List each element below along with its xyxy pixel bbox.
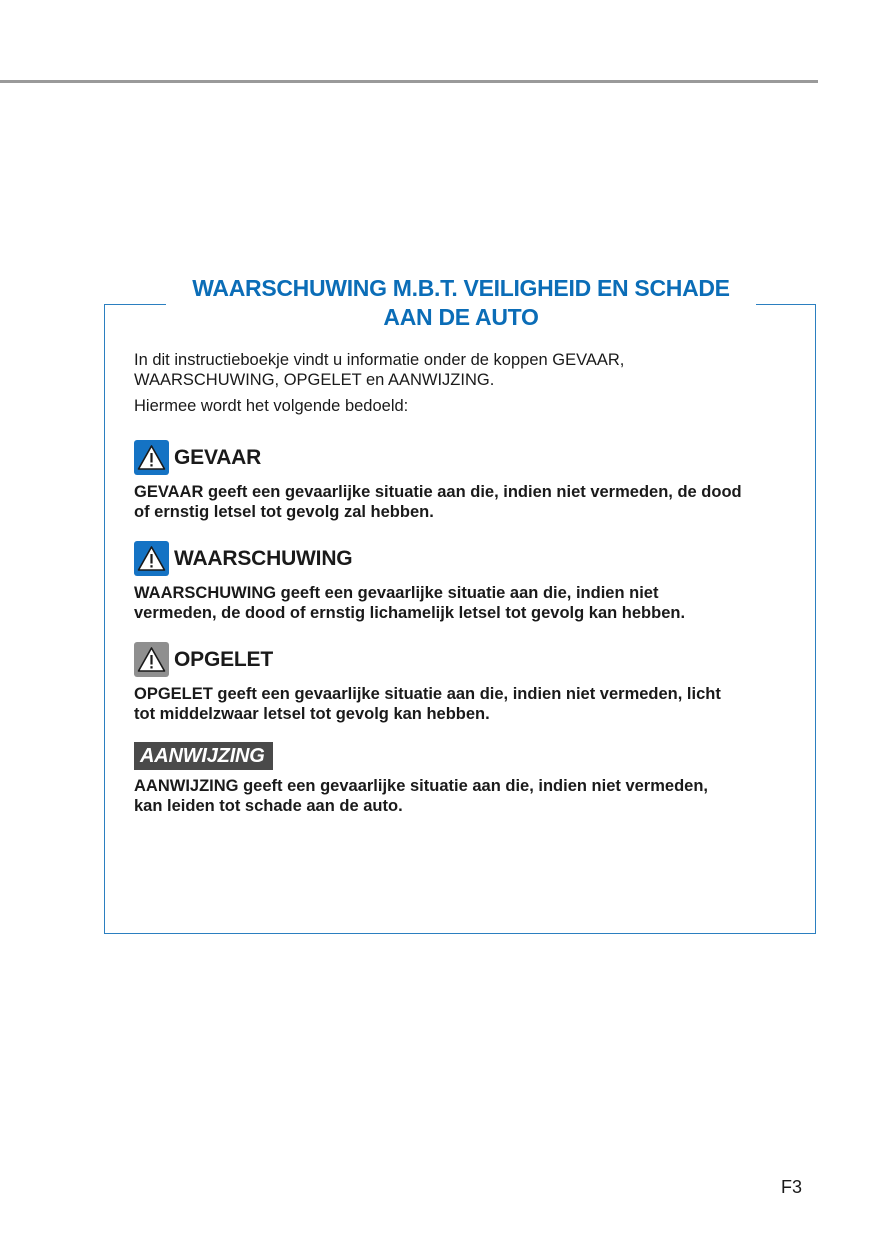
section-caution-heading: OPGELET <box>174 647 273 671</box>
section-danger <box>134 440 804 522</box>
section-danger-line-1: GEVAAR geeft een gevaarlijke situatie aan die, indien niet vermeden, de dood <box>134 483 742 501</box>
section-warning <box>134 541 804 623</box>
section-caution <box>134 642 804 724</box>
section-caution-line-1: OPGELET geeft een gevaarlijke situatie aan die, indien niet vermeden, licht <box>134 685 721 703</box>
page-title <box>166 274 756 332</box>
section-warning-line-2: vermeden, de dood of ernstig lichamelijk letsel tot gevolg kan hebben. <box>134 604 686 622</box>
page-title-line-2: AAN DE AUTO <box>383 304 539 330</box>
page-number: F3 <box>781 1177 803 1197</box>
section-warning-heading: WAARSCHUWING <box>174 546 353 570</box>
intro-line-1: In dit instructieboekje vindt u informatie onder de koppen GEVAAR, <box>134 351 625 369</box>
intro-text <box>134 350 804 390</box>
section-danger-text <box>134 482 804 522</box>
warning-triangle-icon <box>134 642 169 677</box>
page-title-line-1: WAARSCHUWING M.B.T. VEILIGHEID EN SCHADE <box>192 275 730 301</box>
section-danger-line-2: of ernstig letsel tot gevolg zal hebben. <box>134 503 434 521</box>
section-caution-header <box>134 642 804 677</box>
intro-block <box>134 350 804 416</box>
section-notice-text <box>134 776 804 816</box>
section-notice-line-1: AANWIJZING geeft een gevaarlijke situatie aan die, indien niet vermeden, <box>134 777 708 795</box>
section-notice-line-2: kan leiden tot schade aan de auto. <box>134 797 403 815</box>
section-warning-text <box>134 583 804 623</box>
section-notice-heading: AANWIJZING <box>134 742 273 770</box>
section-danger-heading: GEVAAR <box>174 445 262 469</box>
section-caution-text <box>134 684 804 724</box>
section-notice <box>134 742 804 816</box>
section-caution-line-2: tot middelzwaar letsel tot gevolg kan hebben. <box>134 705 490 723</box>
intro-line-2: WAARSCHUWING, OPGELET en AANWIJZING. <box>134 371 495 389</box>
section-warning-header <box>134 541 804 576</box>
section-warning-line-1: WAARSCHUWING geeft een gevaarlijke situatie aan die, indien niet <box>134 584 659 602</box>
section-notice-header <box>134 742 804 770</box>
warning-triangle-icon <box>134 541 169 576</box>
warning-triangle-icon <box>134 440 169 475</box>
intro-text-2: Hiermee wordt het volgende bedoeld: <box>134 397 409 415</box>
header-rule <box>0 80 818 83</box>
section-danger-header <box>134 440 804 475</box>
